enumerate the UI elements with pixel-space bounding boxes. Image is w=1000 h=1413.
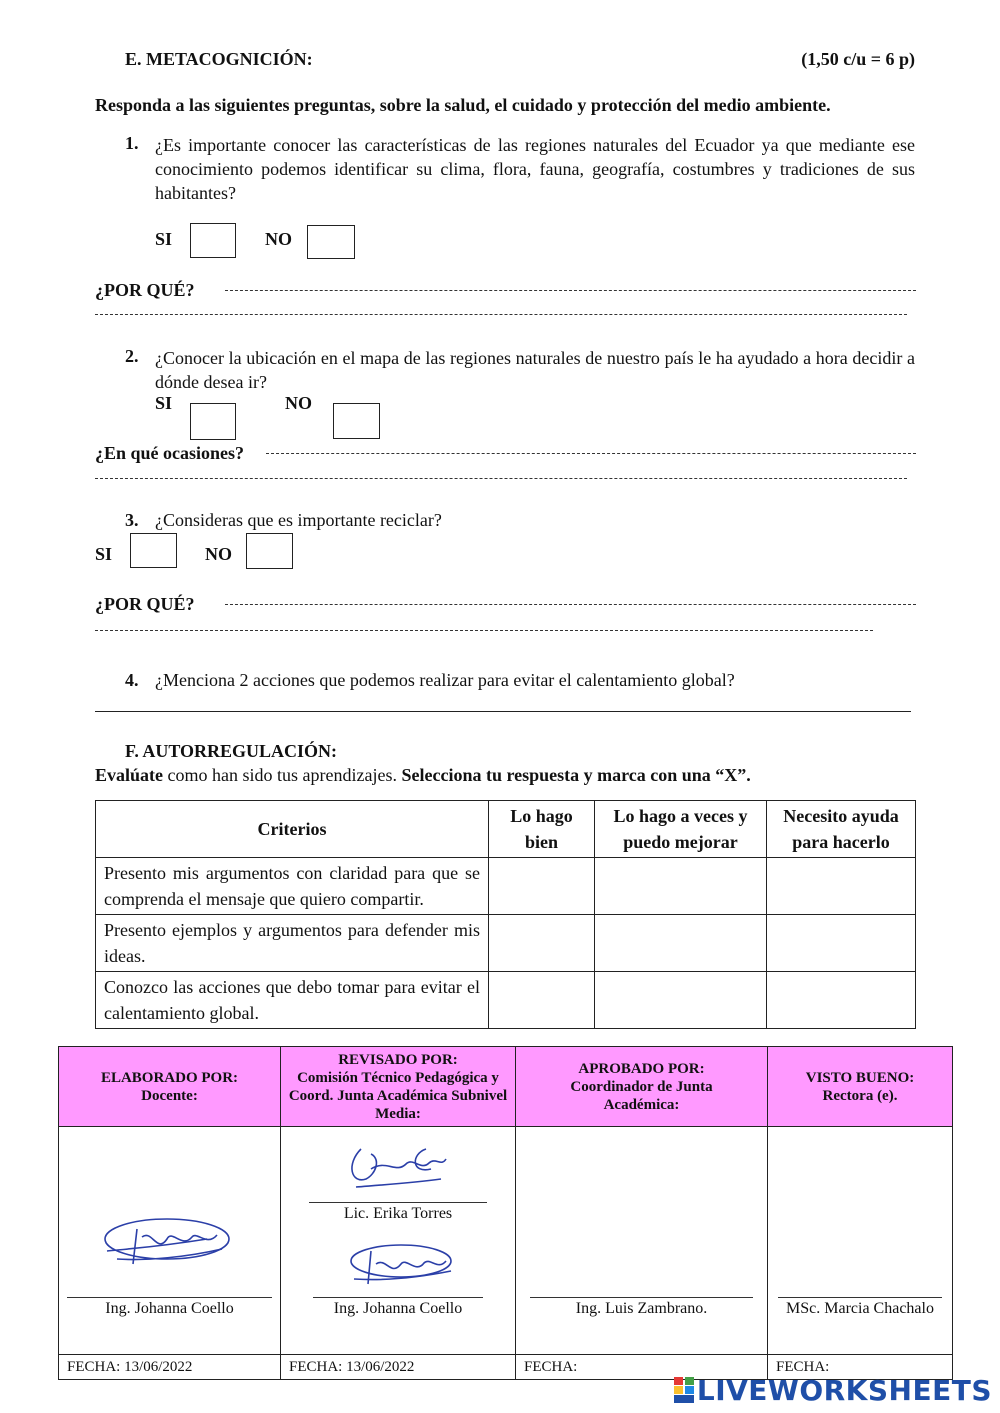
q3-no-checkbox[interactable]	[246, 533, 293, 569]
signer-name: Ing. Johanna Coello	[105, 1300, 234, 1317]
criterion-text: Conozco las acciones que debo tomar para evitar el calentamiento global.	[96, 972, 489, 1029]
instr-normal: como han sido tus aprendizajes.	[163, 765, 402, 785]
q3-followup-label: ¿POR QUÉ?	[95, 594, 195, 614]
question-2-number: 2.	[125, 346, 139, 366]
mark-cell[interactable]	[767, 915, 916, 972]
date-aprobado: FECHA:	[516, 1355, 768, 1380]
mark-cell[interactable]	[767, 972, 916, 1029]
criterion-text: Presento mis argumentos con claridad para que se comprenda el mensaje que quiero compartir.	[96, 858, 489, 915]
q1-followup-label: ¿POR QUÉ?	[95, 280, 195, 300]
question-2-text: ¿Conocer la ubicación en el mapa de las regiones naturales de nuestro país le ha ayudado a hora decidir a dónde desea ir?	[155, 348, 915, 392]
q3-no-label: NO	[205, 544, 232, 564]
signature-line	[778, 1297, 942, 1298]
mark-cell[interactable]	[489, 915, 595, 972]
date-elaborado: FECHA: 13/06/2022	[59, 1355, 281, 1380]
question-3-text: ¿Consideras que es importante reciclar?	[155, 510, 442, 530]
section-e-score: (1,50 c/u = 6 p)	[801, 49, 915, 69]
q4-answer-line[interactable]	[95, 711, 911, 712]
revisado-sub: Comisión Técnico Pedagógica y Coord. Junta Académica Subnivel Media:	[288, 1069, 508, 1122]
q2-no-label: NO	[285, 393, 312, 413]
question-1-number: 1.	[125, 133, 139, 153]
section-f-title: F. AUTORREGULACIÓN:	[125, 741, 338, 761]
header-criterios: Criterios	[96, 801, 489, 858]
section-e-instruction: Responda a las siguientes preguntas, sobre la salud, el cuidado y protección del medio ambiente.	[95, 95, 831, 115]
mark-cell[interactable]	[595, 972, 767, 1029]
signature-cell-elaborado	[59, 1127, 281, 1355]
q2-answer-line-1[interactable]	[266, 443, 916, 463]
signature-line	[67, 1297, 272, 1298]
signature-row	[59, 1127, 953, 1355]
mark-cell[interactable]	[489, 858, 595, 915]
signature-cell-revisado	[281, 1127, 516, 1355]
liveworksheets-icon	[674, 1377, 694, 1403]
table-row	[96, 972, 916, 1029]
signature-header-row	[59, 1047, 953, 1127]
date-revisado: FECHA: 13/06/2022	[281, 1355, 516, 1380]
question-1-text: ¿Es importante conocer las características de las regiones naturales del Ecuador ya que mediante ese conocimiento podemos identificar su clima, flora, fauna, geografía, costumbres y tradiciones de sus habitantes?	[155, 135, 915, 203]
criteria-table	[95, 800, 916, 1029]
header-elaborado	[59, 1047, 281, 1127]
signature-cell-aprobado	[516, 1127, 768, 1355]
signer-name: MSc. Marcia Chachalo	[786, 1300, 934, 1317]
q1-answer-line-2[interactable]	[95, 304, 907, 324]
signature-image	[341, 1139, 451, 1194]
elaborado-sub: Docente:	[141, 1087, 198, 1104]
q1-yes-checkbox[interactable]	[190, 223, 236, 258]
q2-no-checkbox[interactable]	[333, 403, 380, 439]
header-lo-hago-bien: Lo hago bien	[489, 801, 595, 858]
header-a-veces: Lo hago a veces y puedo mejorar	[595, 801, 767, 858]
instr-bold-2: Selecciona tu respuesta y marca con una “X”.	[401, 765, 751, 785]
aprobado-sub: Coordinador de Junta Académica:	[570, 1078, 713, 1113]
criterion-text: Presento ejemplos y argumentos para defender mis ideas.	[96, 915, 489, 972]
signature-image	[97, 1209, 232, 1279]
section-f-instruction	[95, 765, 751, 786]
liveworksheets-text: LIVEWORKSHEETS	[696, 1374, 992, 1407]
q2-yes-label: SI	[155, 393, 173, 413]
signer-name-top: Lic. Erika Torres	[343, 1205, 453, 1222]
q2-followup-label: ¿En qué ocasiones?	[95, 443, 245, 463]
question-4-text: ¿Menciona 2 acciones que podemos realizar para evitar el calentamiento global?	[155, 670, 735, 690]
q3-yes-checkbox[interactable]	[130, 533, 177, 568]
q3-yes-label: SI	[95, 544, 113, 564]
q1-answer-line-1[interactable]	[225, 280, 916, 300]
q1-no-label: NO	[265, 229, 292, 249]
signature-image	[346, 1239, 456, 1294]
question-3-number: 3.	[125, 510, 139, 530]
q1-yes-label: SI	[155, 229, 173, 249]
mark-cell[interactable]	[767, 858, 916, 915]
header-visto-bueno	[768, 1047, 953, 1127]
instr-bold-1: Evalúate	[95, 765, 164, 785]
mark-cell[interactable]	[595, 858, 767, 915]
header-aprobado	[516, 1047, 768, 1127]
signature-table	[58, 1046, 953, 1380]
signature-line	[313, 1297, 483, 1298]
q2-answer-line-2[interactable]	[95, 468, 907, 488]
q2-yes-checkbox[interactable]	[190, 403, 236, 440]
signer-name: Ing. Luis Zambrano.	[575, 1300, 708, 1317]
visto-bueno-title: VISTO BUENO:	[805, 1069, 915, 1086]
signature-cell-visto-bueno	[768, 1127, 953, 1355]
visto-bueno-sub: Rectora (e).	[822, 1087, 898, 1104]
aprobado-title: APROBADO POR:	[578, 1060, 705, 1077]
table-row	[96, 858, 916, 915]
q3-answer-line-1[interactable]	[225, 594, 916, 614]
q3-answer-line-2[interactable]	[95, 620, 873, 640]
revisado-title: REVISADO POR:	[338, 1051, 458, 1068]
signer-name: Ing. Johanna Coello	[333, 1300, 463, 1317]
table-row	[96, 915, 916, 972]
header-necesito-ayuda: Necesito ayuda para hacerlo	[767, 801, 916, 858]
signature-line	[309, 1202, 487, 1203]
q1-no-checkbox[interactable]	[307, 225, 355, 259]
section-e-title: E. METACOGNICIÓN:	[125, 49, 313, 69]
header-revisado	[281, 1047, 516, 1127]
criteria-header-row	[96, 801, 916, 858]
elaborado-title: ELABORADO POR:	[100, 1069, 239, 1086]
mark-cell[interactable]	[489, 972, 595, 1029]
question-4-number: 4.	[125, 670, 139, 690]
mark-cell[interactable]	[595, 915, 767, 972]
liveworksheets-logo[interactable]	[674, 1374, 992, 1407]
date-visto-bueno: FECHA:	[768, 1355, 953, 1380]
signature-line	[530, 1297, 753, 1298]
